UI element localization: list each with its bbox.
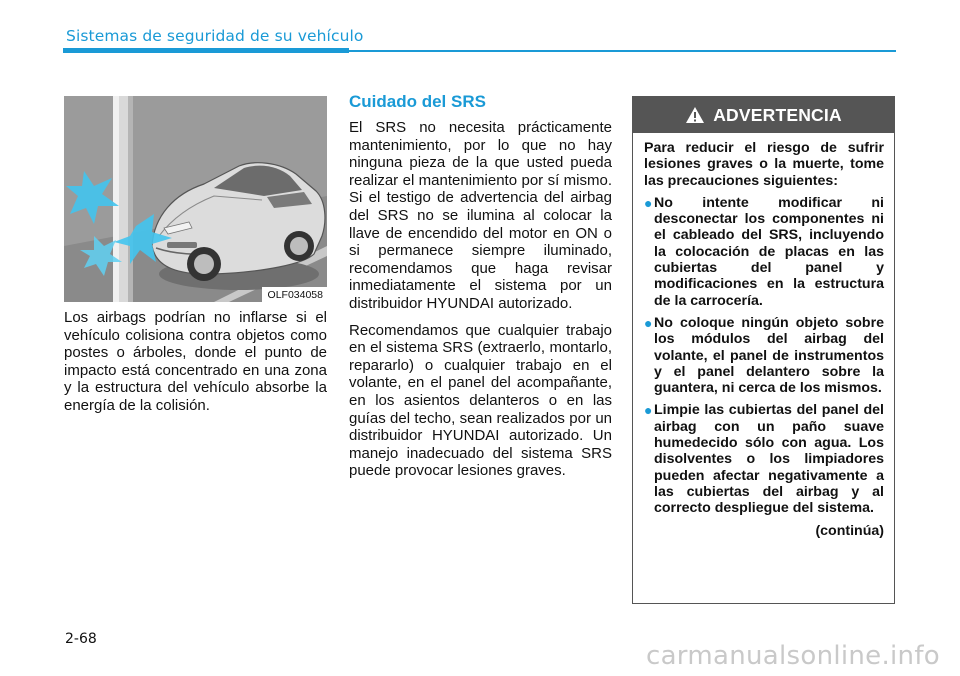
warning-continued: (continúa) [815,522,884,539]
srs-care-column [349,92,612,480]
page-number: 2-68 [65,631,97,647]
header-rule-thin [349,50,896,52]
warning-bullet-text: No coloque ningún objeto sobre los módulos del airbag del volante, el panel de instrumentos y el panel delantero sobre la guantera, ni cerca de los mismos. [654,314,884,397]
figure-caption-column [64,309,327,415]
bullet-dot-icon: ● [644,194,653,211]
bullet-dot-icon: ● [644,402,653,419]
warning-body [633,133,894,539]
figure-code: OLF034058 [262,287,327,302]
warning-box [632,96,895,604]
srs-care-paragraph-1: El SRS no necesita prácticamente mantenimiento, por lo que no hay ninguna pieza de la que usted pueda realizar el mantenimiento por sí mismo. Si el testigo de advertencia del airbag del SRS no se ilumina al colocar la llave de encendido del motor en ON o si permanece siempre iluminado, recomendamos que haga revisar inmediatamente el sistema por un distribuidor HYUNDAI autorizado. [349,119,612,312]
car-pole-impact-image [64,96,327,302]
srs-care-heading: Cuidado del SRS [349,92,486,111]
warning-intro: Para reducir el riesgo de sufrir lesiones graves o la muerte, tome las precauciones siguientes: [644,140,884,189]
warning-bullet-text: Limpie las cubiertas del panel del airbag con un paño suave humedecido sólo con agua. Los disolventes o los limpiadores pueden afectar negativamente a las cubiertas del airbag y al correcto despliegue del sistema. [654,402,884,517]
warning-bullet-item [644,315,884,396]
car-impact-illustration [64,96,327,302]
warning-bullet-item [644,195,884,309]
warning-list [644,195,884,517]
figure-caption: Los airbags podrían no inflarse si el vehículo colisiona contra objetos como postes o árboles, donde el punto de impacto está concentrado en una zona y la estructura del vehículo absorbe la energía de la colisión. [64,309,327,414]
warning-header [633,97,894,133]
warning-title: ADVERTENCIA [713,104,842,125]
srs-care-paragraph-2: Recomendamos que cualquier trabajo en el sistema SRS (extraerlo, montarlo, repararlo) o cualquier trabajo en el volante, en el panel del acompañante, en los asientos delanteros o en las guías del techo, sean realizados por un distribuidor HYUNDAI autorizado. Un manejo inadecuado del sistema SRS puede provocar lesiones graves. [349,321,612,480]
watermark: carmanualsonline.info [645,641,940,671]
warning-bullet-text: No intente modificar ni desconectar los componentes ni el cableado del SRS, incluyendo la colocación de placas en las cubiertas del panel y modificaciones en la estructura de la carrocería. [654,194,884,309]
section-title: Sistemas de seguridad de su vehículo [66,27,364,45]
header-rule-thick [63,48,349,53]
warning-triangle-icon [685,106,705,124]
bullet-dot-icon: ● [644,314,653,331]
warning-bullet-item [644,402,884,516]
